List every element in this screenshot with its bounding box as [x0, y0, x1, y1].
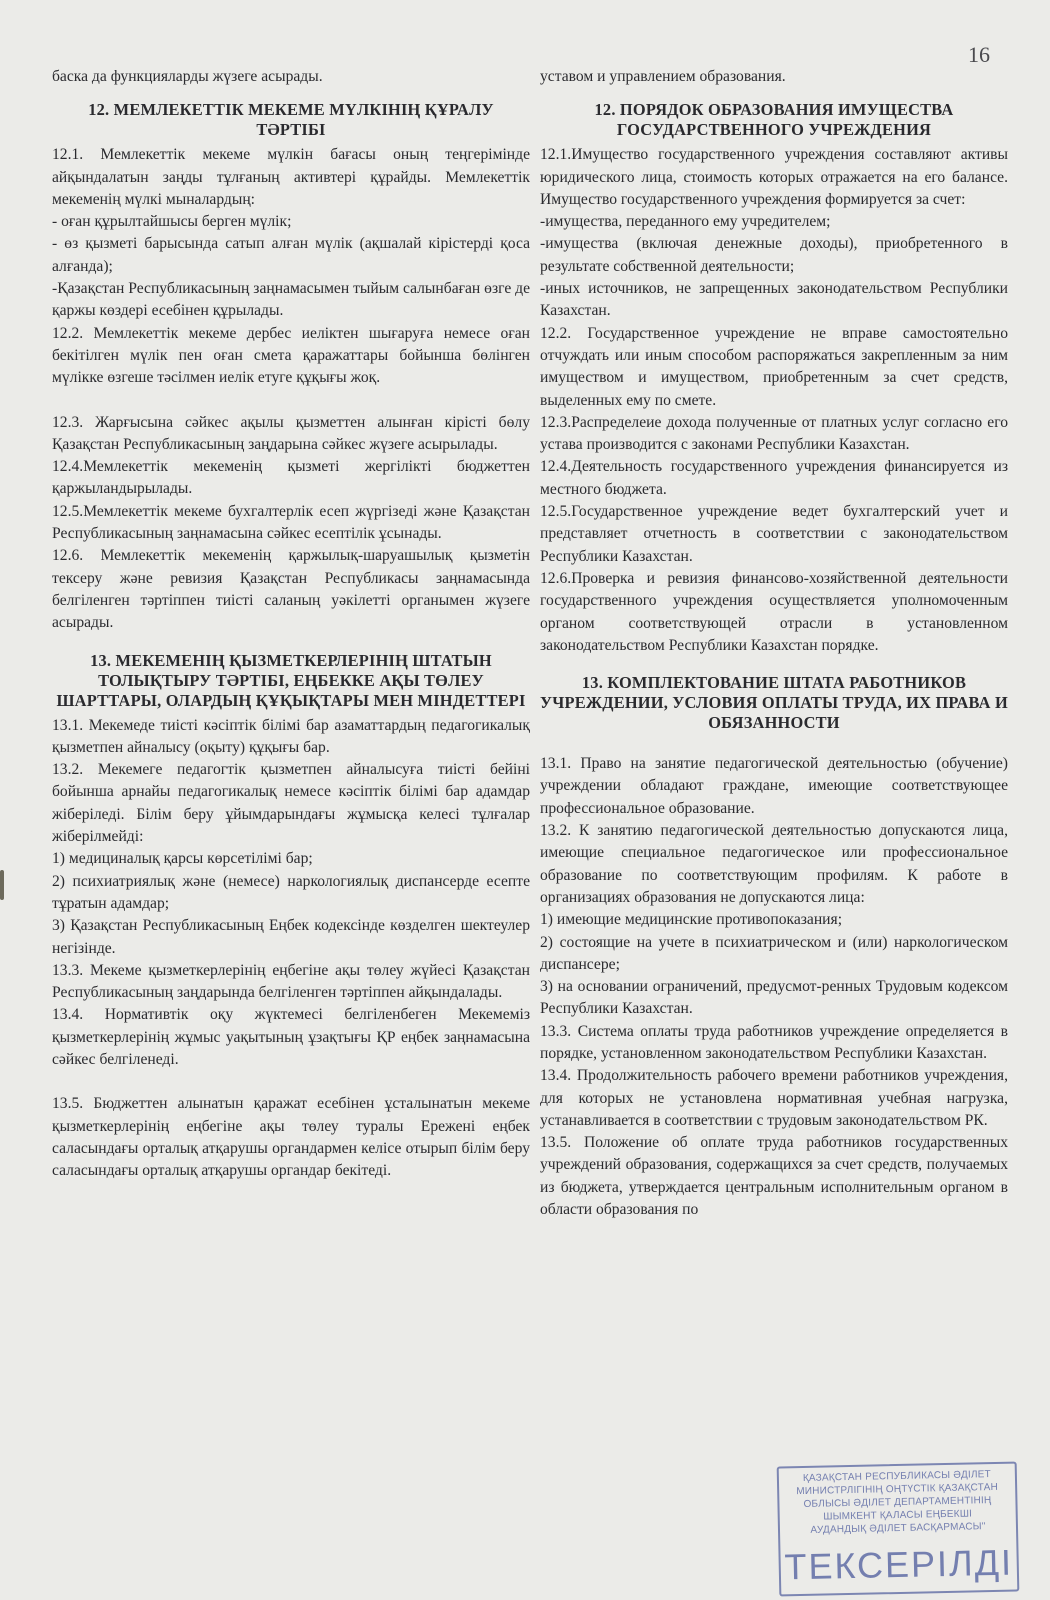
stamp-line-3: ОБЛЫСЫ ӘДІЛЕТ ДЕПАРТАМЕНТІНІҢ [803, 1495, 992, 1510]
ru-paragraph-13-5: 13.5. Положение об оплате труда работников государственных учреждений образования, содержащихся за счет средств, получаемых из бюджета, утверждается центральным исполнительным органом в области образования по [540, 1134, 1008, 1219]
ru-paragraph-12-1-c: -иных источников, не запрещенных законодательством Республики Казахстан. [540, 280, 1008, 320]
ru-paragraph-13-4: 13.4. Продолжительность рабочего времени работников учреждения, для которых не установлена нормативная учебная нагрузка, устанавливается в соответствии с трудовым законодательством РК. [540, 1067, 1008, 1129]
ru-paragraph-13-3: 13.3. Система оплаты труда работников учреждение определяется в порядке, установленном законодательством Республики Казахстан. [540, 1022, 1008, 1062]
ru-paragraph-12-1-a: -имущества, переданного ему учредителем; [540, 213, 831, 231]
kz-paragraph-13-1: 13.1. Мекемеде тиісті кәсіптік білімі бар азаматтардың педагогикалық қызметпен айналысу (оқыту) құқығы бар. [52, 716, 530, 756]
kz-paragraph-12-1-c: -Қазақстан Республикасының заңнамасымен тыйым салынбаған өзге де қаржы көздері есебінен құрылады. [52, 280, 530, 320]
stamp-line-5: АУДАНДЫҚ ӘДІЛЕТ БАСҚАРМАСЫ" [810, 1521, 986, 1536]
page-number: 16 [968, 42, 990, 67]
stamp-line-2: МИНИСТРЛІГІНІҢ ОҢТҮСТІК ҚАЗАҚСТАН [796, 1481, 999, 1498]
kz-paragraph-13-3: 13.3. Мекеме қызметкерлерінің еңбегіне ақы төлеу жүйесі Қазақстан Республикасының заңдарында белгіленген тәртіппен айқындалады. [52, 961, 530, 1002]
kz-paragraph-12-1: 12.1. Мемлекеттік мекеме мүлкін бағасы оның теңгерімінде айқындалатын заңды тұлғаның активтері құрайды. Мемлекеттік мекеменің мүлкі мыналардың: [52, 146, 530, 208]
kazakh-column [52, 66, 530, 1182]
ru-intro-text: уставом и управлением образования. [540, 68, 786, 85]
ru-paragraph-13-2-item-3: 3) на основании ограничений, предусмот-ренных Трудовым кодексом Республики Казахстан. [540, 978, 1008, 1018]
ru-paragraph-12-3: 12.3.Распределеие дохода полученные от платных услуг согласно его устава производится с законами Республики Казахстан. [540, 413, 1008, 454]
verification-stamp [777, 1462, 1020, 1597]
ru-section-13-title: 13. КОМПЛЕКТОВАНИЕ ШТАТА РАБОТНИКОВ УЧРЕЖДЕНИИ, УСЛОВИЯ ОПЛАТЫ ТРУДА, ИХ ПРАВА И ОБЯЗАННОСТИ [540, 673, 1008, 733]
kz-paragraph-13-2: 13.2. Мекемеге педагогтік қызметпен айналысуға тиісті бейіні бойынша арнайы педагогикалық немесе кәсіптік білімі бар адамдар жіберіледі. Білім беру ұйымдарындағы жұмысқа келесі тұлғалар жіберілмейді: [52, 761, 530, 846]
ru-paragraph-12-1-b: -имущества (включая денежные доходы), приобретенного в результате собственной деятельности; [540, 235, 1008, 275]
kz-paragraph-13-2-item-3: 3) Қазақстан Республикасының Еңбек кодексінде көзделген шектеулер негізінде. [52, 917, 530, 957]
ru-paragraph-13-1: 13.1. Право на занятие педагогической деятельностью (обучение) учреждении обладают граждане, имеющие соответствующее профессиональное образование. [540, 755, 1008, 817]
kz-paragraph-13-2-item-2: 2) психиатриялық және (немесе) наркологиялық диспансерде есепте тұратын адамдар; [52, 872, 530, 912]
stamp-line-1: ҚАЗАҚСТАН РЕСПУБЛИКАСЫ ӘДІЛЕТ [802, 1469, 991, 1484]
stamp-verified-word: ТЕКСЕРІЛДІ [784, 1541, 1014, 1588]
stamp-line-4: ШЫМКЕНТ ҚАЛАСЫ ЕҢБЕКШІ [823, 1508, 973, 1523]
kz-paragraph-12-1-b: - өз қызметі барысында сатып алған мүлік (ақшалай кірістерді қоса алғанда); [52, 235, 530, 275]
kz-paragraph-12-4: 12.4.Мемлекеттік мекеменің қызметі жергілікті бюджеттен қаржыландырылады. [52, 458, 530, 498]
ru-paragraph-13-2: 13.2. К занятию педагогической деятельностью допускаются лица, имеющие специальное педагогическое или профессиональное образование по соответствующим профилям. К работе в организациях образования не допускаются лица: [540, 822, 1008, 906]
kz-paragraph-12-2: 12.2. Мемлекеттік мекеме дербес иеліктен шығаруға немесе оған бекітілген мүлік пен оған смета қаражаттары бойынша бөлінген мүлікке өзгеше тәсілмен иелік етуге құқығы жоқ. [52, 324, 530, 387]
kz-paragraph-13-4: 13.4. Нормативтік оқу жүктемесі белгіленбеген Мекемеміз қызметкерлерінің жұмыс уақытының ұзақтығы ҚР еңбек заңнамасына сәйкес белгіленеді. [52, 1006, 530, 1068]
kz-intro-text: баска да функцияларды жүзеге асырады. [52, 68, 323, 85]
ru-paragraph-12-4: 12.4.Деятельность государственного учреждения финансируется из местного бюджета. [540, 458, 1008, 498]
ru-paragraph-13-2-item-1: 1) имеющие медицинские противопоказания; [540, 911, 843, 929]
ru-paragraph-12-6: 12.6.Проверка и ревизия финансово-хозяйственной деятельности государственного учреждения осуществляется уполномоченным органом соответствующей отрасли в установленном законодательством Республики Казахстан порядке. [540, 569, 1008, 654]
ru-paragraph-12-2: 12.2. Государственное учреждение не вправе самостоятельно отчуждать или иным способом распоряжаться закрепленным за ним имуществом и имуществом, приобретенным за счет средств, выделенных ему по смете. [540, 324, 1008, 409]
ru-section-12-title: 12. ПОРЯДОК ОБРАЗОВАНИЯ ИМУЩЕСТВА ГОСУДАРСТВЕННОГО УЧРЕЖДЕНИЯ [594, 100, 954, 140]
kz-paragraph-12-6: 12.6. Мемлекеттік мекеменің қаржылық-шаруашылық қызметін тексеру және ревизия Қазақстан Республикасы заңнамасында белгіленген тәртіппен тиісті саланың уәкілетті органымен жүзеге асырады. [52, 547, 530, 632]
kz-paragraph-13-5: 13.5. Бюджеттен алынатын қаражат есебінен ұсталынатын мекеме қызметкерлерінің еңбегіне ақы төлеу туралы Ережені еңбек саласындағы орталық атқарушы органдармен келісе отырып білім беру саласындағы орталық атқарушы органдар бекітеді. [52, 1095, 530, 1180]
page-crease-mark [0, 870, 4, 900]
kz-section-12-title: 12. МЕМЛЕКЕТТІК МЕКЕМЕ МҮЛКІНІҢ ҚҰРАЛУ ТӘРТІБІ [88, 100, 494, 140]
ru-paragraph-13-2-item-2: 2) состоящие на учете в психиатрическом и (или) наркологическом диспансере; [540, 933, 1008, 973]
kz-paragraph-12-5: 12.5.Мемлекеттік мекеме бухгалтерлік есеп жүргізеді және Қазақстан Республикасының заңнамасына сәйкес есептілік ұсынады. [52, 502, 530, 543]
kz-section-13-title: 13. МЕКЕМЕНІҢ ҚЫЗМЕТКЕРЛЕРІНІҢ ШТАТЫН ТОЛЫҚТЫРУ ТӘРТІБІ, ЕҢБЕККЕ АҚЫ ТӨЛЕУ ШАРТТАРЫ, ОЛАРДЫҢ ҚҰҚЫҚТАРЫ МЕН МІНДЕТТЕРІ [56, 650, 526, 710]
russian-column [540, 66, 1008, 1221]
kz-paragraph-13-2-item-1: 1) медициналық қарсы көрсетілімі бар; [52, 850, 313, 868]
ru-paragraph-12-1: 12.1.Имущество государственного учреждения составляют активы юридического лица, стоимость которых отражается на его балансе. Имущество государственного учреждения формируется за счет: [540, 146, 1008, 208]
kz-paragraph-12-3: 12.3. Жарғысына сәйкес ақылы қызметтен алынған кірісті бөлу Қазақстан Республикасының заңдарына сәйкес жүзеге асырылады. [52, 413, 530, 453]
ru-paragraph-12-5: 12.5.Государственное учреждение ведет бухгалтерский учет и представляет отчетность в соответствии с законодательством Республики Казахстан. [540, 503, 1008, 565]
kz-paragraph-12-1-a: - оған құрылтайшысы берген мүлік; [52, 213, 292, 231]
